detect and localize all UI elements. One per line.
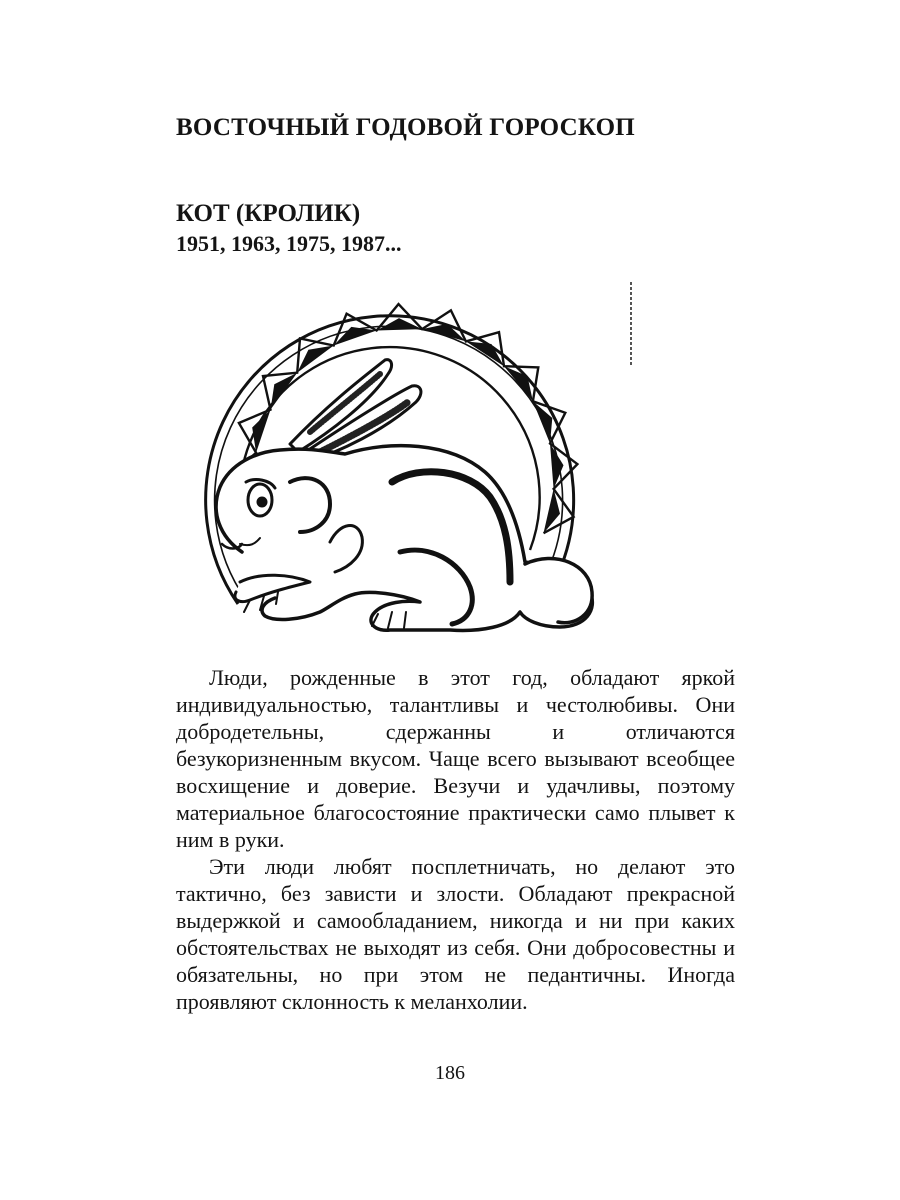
rabbit-illustration-icon: [180, 282, 640, 652]
page-number: 186: [435, 1062, 465, 1084]
sign-years: 1951, 1963, 1975, 1987...: [176, 231, 402, 256]
sign-title: КОТ (КРОЛИК): [176, 200, 361, 227]
body-text: [176, 664, 735, 1015]
paragraph: Люди, рожденные в этот год, обладают яркой индивидуальностью, талантливы и честолюбивы. Они добродетельны, сдержанны и отличаются безукоризненным вкусом. Чаще всего вызывают всеобщее восхищение и доверие. Везучи и удачливы, поэтому материальное благосостояние практически само плывет к ним в руки.: [176, 665, 735, 852]
section-title: ВОСТОЧНЫЙ ГОДОВОЙ ГОРОСКОП: [176, 114, 635, 141]
paragraph: Эти люди любят посплетничать, но делают это тактично, без зависти и злости. Обладают прекрасной выдержкой и самообладанием, никогда и ни при каких обстоятельствах не выходят из себя. Они добросовестны и обязательны, но при этом не педантичны. Иногда проявляют склонность к меланхолии.: [176, 854, 735, 1014]
